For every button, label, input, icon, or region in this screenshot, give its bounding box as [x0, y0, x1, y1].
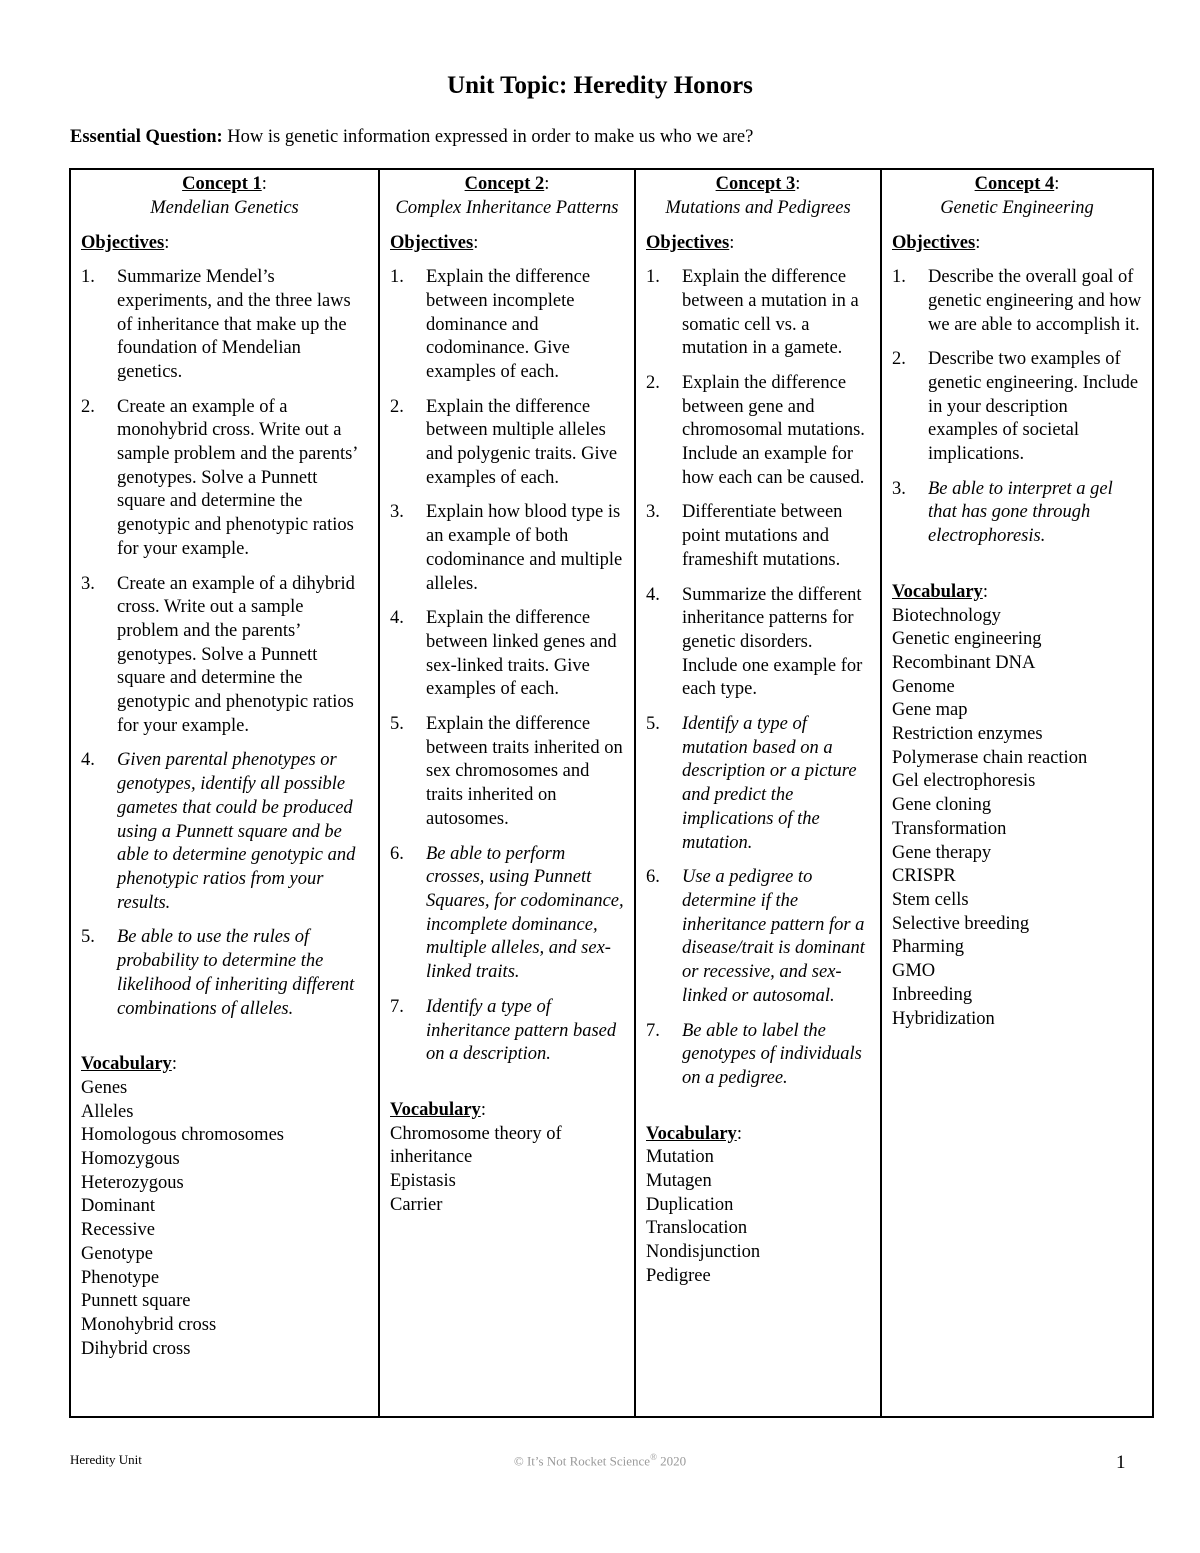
- vocabulary-heading: Vocabulary:: [81, 1054, 177, 1075]
- objective-number: 4.: [646, 584, 660, 605]
- vocabulary-term: Restriction enzymes: [892, 724, 1043, 745]
- vocabulary-term: Selective breeding: [892, 913, 1030, 934]
- objective-number: 2.: [390, 396, 404, 417]
- objective-text: Describe the overall goal of genetic engineering and how we are able to accomplish it.: [928, 267, 1142, 335]
- concept-subtitle: Genetic Engineering: [940, 197, 1094, 218]
- objective-number: 5.: [646, 714, 660, 735]
- objective-number: 1.: [390, 267, 404, 288]
- objective-text: Be able to interpret a gel that has gone through electrophoresis.: [928, 478, 1113, 547]
- objective-number: 3.: [892, 478, 906, 499]
- vocabulary-term: Phenotype: [81, 1267, 160, 1288]
- vocabulary-label: Vocabulary: [81, 1054, 172, 1075]
- objective-item: [646, 501, 870, 572]
- vocabulary-term: Biotechnology: [892, 605, 1001, 626]
- objective-text: Explain the difference between a mutation in a somatic cell vs. a mutation in a gamete.: [682, 267, 859, 359]
- vocabulary-term: Gene map: [892, 700, 968, 721]
- objectives-heading: Objectives:: [390, 233, 479, 254]
- concept-table: [69, 168, 1154, 1418]
- concept-column-1: [70, 169, 379, 1417]
- vocabulary-term: Heterozygous: [81, 1172, 184, 1193]
- vocabulary-term: Carrier: [390, 1194, 443, 1215]
- vocabulary-list: [646, 1146, 870, 1288]
- objectives-list: [81, 266, 368, 1021]
- concept-subtitle: Mendelian Genetics: [150, 197, 299, 218]
- vocabulary-heading: Vocabulary:: [646, 1123, 742, 1144]
- objective-item: [390, 713, 624, 832]
- objective-number: 5.: [81, 927, 95, 948]
- concept-subtitle: Complex Inheritance Patterns: [395, 197, 619, 218]
- objectives-list: [646, 266, 870, 1091]
- objectives-list: [892, 266, 1142, 549]
- objective-text: Identify a type of mutation based on a description or a picture and predict the implications of the mutation.: [682, 714, 857, 853]
- concept-header: [646, 173, 870, 197]
- concept-colon: :: [1054, 174, 1060, 194]
- objectives-heading: Objectives:: [646, 233, 735, 254]
- objective-text: Create an example of a monohybrid cross. Write out a sample problem and the parents’ genotypes. Solve a Punnett square and determine the genotypic and phenotypic ratios for your example.: [117, 396, 358, 559]
- objective-item: [81, 266, 368, 385]
- objective-text: Explain the difference between linked genes and sex-linked traits. Give examples of each.: [426, 608, 617, 700]
- concept-subtitle: Mutations and Pedigrees: [665, 197, 851, 218]
- vocabulary-term: Gene cloning: [892, 795, 992, 816]
- vocabulary-term: Nondisjunction: [646, 1242, 761, 1263]
- vocabulary-label: Vocabulary: [646, 1123, 737, 1144]
- concept-header: [81, 173, 368, 197]
- vocabulary-term: Genetic engineering: [892, 629, 1042, 650]
- objective-number: 2.: [81, 396, 95, 417]
- concept-colon: :: [261, 174, 267, 194]
- objectives-label: Objectives: [390, 233, 474, 254]
- objective-item: [646, 584, 870, 703]
- objective-text: Summarize Mendel’s experiments, and the three laws of inheritance that make up the foundation of Mendelian genetics.: [117, 267, 351, 382]
- concept-header: [892, 173, 1142, 197]
- vocabulary-term: CRISPR: [892, 866, 956, 887]
- vocabulary-heading: Vocabulary:: [390, 1099, 486, 1120]
- objective-text: Explain the difference between traits inherited on sex chromosomes and traits inherited on autosomes.: [426, 714, 623, 829]
- essential-question-label: Essential Question:: [70, 127, 223, 147]
- objective-text: Explain the difference between incomplete dominance and codominance. Give examples of each.: [426, 267, 591, 382]
- vocabulary-term: GMO: [892, 961, 936, 982]
- vocabulary-term: Gel electrophoresis: [892, 771, 1036, 792]
- footer-year: 2020: [656, 1453, 687, 1469]
- vocabulary-term: Inbreeding: [892, 984, 973, 1005]
- objective-text: Explain the difference between multiple alleles and polygenic traits. Give examples of each.: [426, 396, 618, 488]
- objective-text: Identify a type of inheritance pattern based on a description.: [426, 996, 617, 1065]
- objective-number: 4.: [390, 608, 404, 629]
- footer-copyright: [0, 1452, 1200, 1469]
- vocabulary-term: Stem cells: [892, 889, 969, 910]
- vocabulary-term: Mutation: [646, 1147, 714, 1168]
- vocabulary-term: Translocation: [646, 1218, 748, 1239]
- objective-text: Explain how blood type is an example of both codominance and multiple alleles.: [426, 502, 623, 594]
- objective-item: [81, 749, 368, 915]
- concept-colon: :: [795, 174, 801, 194]
- objective-number: 3.: [646, 502, 660, 523]
- concept-header: [390, 173, 624, 197]
- vocabulary-heading: Vocabulary:: [892, 581, 988, 602]
- objectives-label: Objectives: [892, 233, 976, 254]
- objective-number: 6.: [646, 867, 660, 888]
- objective-text: Explain the difference between gene and chromosomal mutations. Include an example for how each can be caused.: [682, 372, 865, 488]
- concept-label: Concept 4: [974, 174, 1055, 194]
- objective-item: [892, 478, 1142, 549]
- objective-number: 1.: [81, 267, 95, 288]
- objective-item: [646, 866, 870, 1008]
- objective-item: [390, 607, 624, 702]
- objective-item: [646, 266, 870, 361]
- objective-text: Differentiate between point mutations and frameshift mutations.: [682, 502, 843, 570]
- vocabulary-term: Gene therapy: [892, 842, 992, 863]
- objective-item: [390, 996, 624, 1067]
- objective-number: 3.: [81, 573, 95, 594]
- concept-label: Concept 1: [182, 174, 262, 194]
- vocabulary-term: Punnett square: [81, 1291, 191, 1312]
- vocabulary-term: Pharming: [892, 937, 964, 958]
- objective-number: 2.: [892, 349, 906, 370]
- objective-text: Be able to use the rules of probability to determine the likelihood of inheriting different combinations of alleles.: [117, 927, 355, 1019]
- objective-text: Be able to label the genotypes of individuals on a pedigree.: [682, 1020, 862, 1088]
- objective-number: 5.: [390, 714, 404, 735]
- objective-item: [646, 1020, 870, 1091]
- objective-item: [390, 266, 624, 385]
- vocabulary-term: Monohybrid cross: [81, 1314, 217, 1335]
- vocabulary-label: Vocabulary: [892, 581, 983, 602]
- vocabulary-term: Genes: [81, 1077, 128, 1098]
- objective-number: 1.: [892, 267, 906, 288]
- concept-column-2: [379, 169, 635, 1417]
- vocabulary-term: Recessive: [81, 1220, 155, 1241]
- vocabulary-term: Homozygous: [81, 1149, 180, 1170]
- page-number: 1: [1116, 1452, 1126, 1473]
- vocabulary-term: Duplication: [646, 1194, 734, 1215]
- objectives-heading: Objectives:: [81, 233, 170, 254]
- concept-label: Concept 3: [715, 174, 796, 194]
- objective-number: 6.: [390, 843, 404, 864]
- footer-unit: Heredity Unit: [70, 1452, 142, 1467]
- vocabulary-term: Epistasis: [390, 1171, 456, 1192]
- objective-text: Given parental phenotypes or genotypes, identify all possible gametes that could be produced using a Punnett square and be able to determine genotypic and phenotypic ratios from your results.: [117, 750, 356, 913]
- vocabulary-term: Dihybrid cross: [81, 1338, 191, 1359]
- vocabulary-term: Recombinant DNA: [892, 652, 1036, 673]
- objective-number: 4.: [81, 750, 95, 771]
- objective-item: [81, 573, 368, 739]
- essential-question: [70, 127, 1150, 148]
- objective-item: [390, 396, 624, 491]
- objective-item: [390, 843, 624, 985]
- objectives-heading: Objectives:: [892, 233, 981, 254]
- objective-item: [892, 348, 1142, 467]
- objective-text: Use a pedigree to determine if the inheritance pattern for a disease/trait is dominant or recessive, and sex-linked or autosomal.: [682, 867, 865, 1006]
- vocabulary-list: [892, 605, 1142, 1032]
- vocabulary-term: Transformation: [892, 818, 1007, 839]
- vocabulary-term: Chromosome theory of inheritance: [390, 1123, 562, 1168]
- objective-number: 3.: [390, 502, 404, 523]
- objective-number: 2.: [646, 372, 660, 393]
- objective-text: Summarize the different inheritance patterns for genetic disorders. Include one example for each type.: [682, 584, 863, 700]
- vocabulary-list: [390, 1123, 624, 1218]
- objective-item: [81, 396, 368, 562]
- objective-item: [81, 926, 368, 1021]
- vocabulary-term: Genotype: [81, 1243, 153, 1264]
- concept-colon: :: [544, 174, 550, 194]
- objective-text: Be able to perform crosses, using Punnett Squares, for codominance, incomplete dominance, multiple alleles, and sex-linked traits.: [426, 843, 624, 983]
- vocabulary-label: Vocabulary: [390, 1099, 481, 1120]
- concept-row: [70, 169, 1153, 1417]
- concept-column-4: [881, 169, 1153, 1417]
- objective-number: 1.: [646, 267, 660, 288]
- objective-number: 7.: [646, 1020, 660, 1041]
- objective-item: [646, 372, 870, 491]
- vocabulary-term: Pedigree: [646, 1265, 711, 1286]
- objective-item: [646, 713, 870, 855]
- vocabulary-term: Homologous chromosomes: [81, 1125, 284, 1146]
- vocabulary-term: Genome: [892, 676, 955, 697]
- concept-label: Concept 2: [464, 174, 545, 194]
- registered-mark: ®: [650, 1452, 657, 1462]
- objectives-label: Objectives: [81, 233, 165, 254]
- objectives-label: Objectives: [646, 233, 730, 254]
- vocabulary-term: Dominant: [81, 1196, 155, 1217]
- objective-number: 7.: [390, 996, 404, 1017]
- objective-item: [390, 501, 624, 596]
- footer-copyright-text: © It’s Not Rocket Science: [513, 1453, 651, 1469]
- vocabulary-term: Mutagen: [646, 1171, 712, 1192]
- objective-text: Create an example of a dihybrid cross. Write out a sample problem and the parents’ genotypes. Solve a Punnett square and determine the genotypic and phenotypic ratios for your example.: [117, 573, 355, 736]
- vocabulary-term: Hybridization: [892, 1008, 995, 1029]
- vocabulary-list: [81, 1077, 368, 1361]
- objective-item: [892, 266, 1142, 337]
- vocabulary-term: Alleles: [81, 1101, 134, 1122]
- page-title: Unit Topic: Heredity Honors: [447, 72, 753, 99]
- vocabulary-term: Polymerase chain reaction: [892, 747, 1088, 768]
- objectives-list: [390, 266, 624, 1067]
- concept-column-3: [635, 169, 881, 1417]
- objective-text: Describe two examples of genetic engineering. Include in your description examples of societal implications.: [928, 349, 1139, 465]
- essential-question-text: How is genetic information expressed in order to make us who we are?: [222, 127, 754, 147]
